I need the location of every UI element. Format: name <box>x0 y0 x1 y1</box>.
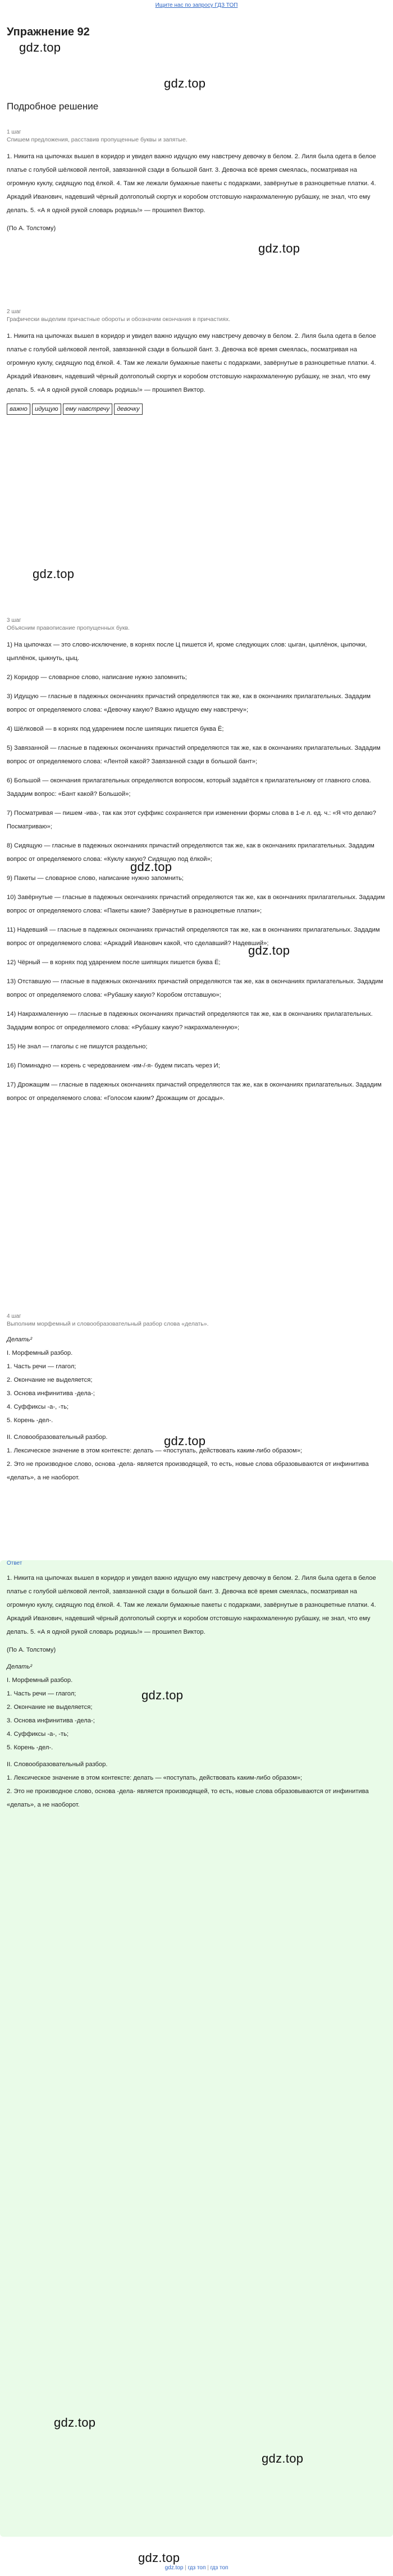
answer-morph-title: I. Морфемный разбор. <box>7 1677 73 1684</box>
author: (По А. Толстому) <box>7 224 56 232</box>
answer-morph-word: Делать² <box>7 1663 33 1670</box>
step-2 <box>7 309 386 416</box>
explanation: 17) Дрожащим — гласные в падежных окончаниях причастий определяются так же, как в окончаниях прилагательных. Зададим вопрос от определяемого слова: «Голосом каким? Дрожащим от досады». <box>7 1081 382 1102</box>
answer-content <box>7 1571 386 1812</box>
answer-wf-item: 2. Это не производное слово, основа -дела- является производящей, то есть, новые слова образовываются от инфинитива «делать», а не наоборот. <box>7 1788 369 1808</box>
answer-morph-item: 4. Суффиксы -а-, -ть; <box>7 1731 69 1738</box>
watermark: gdz.top <box>19 40 61 54</box>
page-title: Упражнение 92 <box>7 26 90 38</box>
answer-paragraph: 1. Никита на цыпочках вышел в коридор и увидел важно идущую ему навстречу девочку в белом. 2. Лиля была одета в белое платье с голубой шёлковой лентой, завязанной сзади в большой бант. 3. Девочка всё время смеялась, посматривая на огромную куклу, сидящую под ёлкой. 4. Там же лежали бумажные пакеты с подарками, завёрнутые в разноцветные платки. 4. Аркадий Иванович, надевший чёрный долгополый сюртук и коробом отстовшую накрахмаленную рубашку, не знал, что ему делать. 5. «А я одной рукой словарь родишь!» — прошипел Виктор. <box>7 1575 376 1635</box>
footer-separator: | <box>207 2565 209 2571</box>
watermark: gdz.top <box>262 2451 304 2465</box>
section-subtitle: Подробное решение <box>7 101 99 112</box>
explanation: 7) Посматривая — пишем -ива-, так как этот суффикс сохраняется при изменении формы слова в 1-е л. ед. ч.: «Я что делаю? Посматриваю»; <box>7 809 376 830</box>
answer-morph-item: 5. Корень -дел-. <box>7 1744 53 1751</box>
step-1 <box>7 129 386 235</box>
explanation: 1) На цыпочках — это слово-исключение, в корнях после Ц пишется И, кроме следующих слов: цыган, цыплёнок, цыпочки, цыплёнок, цыкнуть, цыц. <box>7 641 367 662</box>
explanation: 5) Завязанной — гласные в падежных окончаниях причастий определяются так же, как в окончаниях прилагательных. Зададим вопрос от определяемого слова: «Лентой какой? Завязанной сзади в большой бант»; <box>7 744 381 765</box>
morph-item: 3. Основа инфинитива -дела-; <box>7 1390 95 1397</box>
answer-wf-item: 1. Лексическое значение в этом контексте: делать — «поступать, действовать каким-либо образом»; <box>7 1775 303 1781</box>
footer <box>0 2565 393 2571</box>
step1-paragraph: 1. Никита на цыпочках вышел в коридор и увидел важно идущую ему навстречу девочку в белом. 2. Лиля была одета в белое платье с голубой шёлковой лентой, завязанной сзади в большой бант. 3. Девочка всё время смеялась, посматривая на огромную куклу, сидящую под ёлкой. 4. Там же лежали бумажные пакеты с подарками, завёрнутые в разноцветные платки. 4. Аркадий Иванович, надевший чёрный долгополый сюртук и коробом отстовшую накрахмаленную рубашку, не знал, что ему делать. 5. «А я одной рукой словарь родишь!» — прошипел Виктор. <box>7 153 376 214</box>
step2-paragraph <box>7 329 386 416</box>
highlight-box: ему навстречу <box>63 404 112 415</box>
morph-item: 1. Часть речи — глагол; <box>7 1363 76 1370</box>
step-text: Графически выделим причастные обороты и обозначим окончания в причастиях. <box>7 316 231 323</box>
step-text: Выполним морфемный и словообразовательный разбор слова «делать». <box>7 1321 209 1327</box>
morph-title: I. Морфемный разбор. <box>7 1349 73 1356</box>
explanation: 14) Накрахмаленную — гласные в падежных окончаниях причастий определяются так же, как в окончаниях прилагательных. Зададим вопрос от определяемого слова: «Рубашку какую? накрахмаленную»; <box>7 1010 373 1031</box>
explanations <box>7 638 386 1105</box>
wf-title: II. Словообразовательный разбор. <box>7 1433 108 1441</box>
watermark: gdz.top <box>138 2551 180 2565</box>
step-label: 2 шаг <box>7 309 21 315</box>
step-text: Объясним правописание пропущенных букв. <box>7 625 130 631</box>
highlight-box: идущую <box>32 404 61 415</box>
watermark: gdz.top <box>54 2415 96 2430</box>
watermark: gdz.top <box>258 241 300 255</box>
morph <box>7 1333 386 1484</box>
answer-label: Ответ <box>7 1560 22 1566</box>
explanation: 3) Идущую — гласные в падежных окончаниях причастий определяются так же, как в окончаниях прилагательных. Зададим вопрос от определяемого слова: «Девочку какую? Важно идущую ему навстречу»; <box>7 693 371 713</box>
wf-item: 2. Это не производное слово, основа -дела- является производящей, то есть, новые слова образовываются от инфинитива «делать», а не наоборот. <box>7 1460 369 1481</box>
explanation: 4) Шёлковой — в корнях под ударением после шипящих пишется буква Ё; <box>7 725 224 732</box>
step-3 <box>7 617 386 1111</box>
footer-link[interactable]: gdz.top <box>164 2565 184 2571</box>
morph-item: 5. Корень -дел-. <box>7 1417 53 1424</box>
watermark: gdz.top <box>164 1434 206 1448</box>
explanation: 2) Коридор — словарное слово, написание нужно запомнить; <box>7 673 187 681</box>
explanation: 12) Чёрный — в корнях под ударением после шипящих пишется буква Ё; <box>7 959 221 966</box>
step-text: Спишем предложения, расставив пропущенные буквы и запятые. <box>7 136 188 143</box>
answer-morph-item: 1. Часть речи — глагол; <box>7 1690 76 1697</box>
answer-author: (По А. Толстому) <box>7 1647 56 1653</box>
answer-morph-item: 3. Основа инфинитива -дела-; <box>7 1717 95 1724</box>
footer-link[interactable]: гдз топ <box>188 2565 206 2571</box>
watermark: gdz.top <box>164 76 206 90</box>
morph-word: Делать² <box>7 1336 33 1343</box>
watermark: gdz.top <box>141 1688 184 1702</box>
step-label: 1 шаг <box>7 129 21 135</box>
step-label: 4 шаг <box>7 1313 21 1319</box>
footer-link[interactable]: гдз топ <box>210 2565 229 2571</box>
answer-morph-item: 2. Окончание не выделяется; <box>7 1704 93 1711</box>
explanation: 8) Сидящую — гласные в падежных окончаниях причастий определяются так же, как в окончаниях прилагательных. Зададим вопрос от определяемого слова: «Куклу какую? Сидящую под ёлкой»; <box>7 842 374 863</box>
highlight-box: девочку <box>114 404 142 415</box>
watermark: gdz.top <box>248 943 290 957</box>
explanation: 11) Надевший — гласные в падежных окончаниях причастий определяются так же, как в окончаниях прилагательных. Зададим вопрос от определяемого слова: «Аркадий Иванович какой, что сделавший? Надевший»; <box>7 926 380 947</box>
morph-item: 2. Окончание не выделяется; <box>7 1376 93 1383</box>
answer-wf-title: II. Словообразовательный разбор. <box>7 1761 108 1768</box>
explanation: 15) Не знал — глаголы с не пишутся раздельно; <box>7 1043 148 1050</box>
watermark: gdz.top <box>130 860 172 874</box>
explanation: 9) Пакеты — словарное слово, написание нужно запомнить; <box>7 874 184 882</box>
explanation: 6) Большой — окончания прилагательных определяются вопросом, который задаётся к прилагательному от главного слова. Зададим вопрос: «Бант какой? Большой»; <box>7 777 371 797</box>
footer-separator: | <box>185 2565 186 2571</box>
top-link[interactable]: Ищите нас по запросу ГДЗ ТОП <box>155 2 238 8</box>
highlight-box: важно <box>7 404 30 415</box>
explanation: 16) Поминадно — корень с чередованием -им-/-я- будем писать через И; <box>7 1062 220 1069</box>
step2-sentence: 1. Никита на цыпочках вышел в коридор и увидел важно идущую ему навстречу девочку в белом. 2. Лиля была одета в белое платье с голубой шёлковой лентой, завязанной сзади в большой бант. 3. Девочка всё время смеялась, посматривая на огромную куклу, сидящую под ёлкой. 4. Там же лежали бумажные пакеты с подарками, завёрнутые в разноцветные платки. 4. Аркадий Иванович, надевший чёрный долгополый сюртук и коробом отстовшую накрахмаленную рубашку, не знал, что ему делать. 5. «А я одной рукой словарь родишь!» — прошипел Виктор. <box>7 332 376 393</box>
morph-item: 4. Суффиксы -а-, -ть; <box>7 1403 69 1410</box>
step-4 <box>7 1313 386 1484</box>
step-label: 3 шаг <box>7 617 21 624</box>
answer-morph <box>7 1660 386 1812</box>
explanation: 10) Завёрнутые — гласные в падежных окончаниях причастий определяются так же, как в окончаниях прилагательных. Зададим вопрос от определяемого слова: «Пакеты какие? Завёрнутые в разноцветные платки»; <box>7 893 385 914</box>
explanation: 13) Отставшую — гласные в падежных окончаниях причастий определяются так же, как в окончаниях прилагательных. Зададим вопрос от определяемого слова: «Рубашку какую? Коробом отставшую»; <box>7 978 383 998</box>
watermark: gdz.top <box>33 567 75 581</box>
wf-item: 1. Лексическое значение в этом контексте: делать — «поступать, действовать каким-либо образом»; <box>7 1447 303 1454</box>
